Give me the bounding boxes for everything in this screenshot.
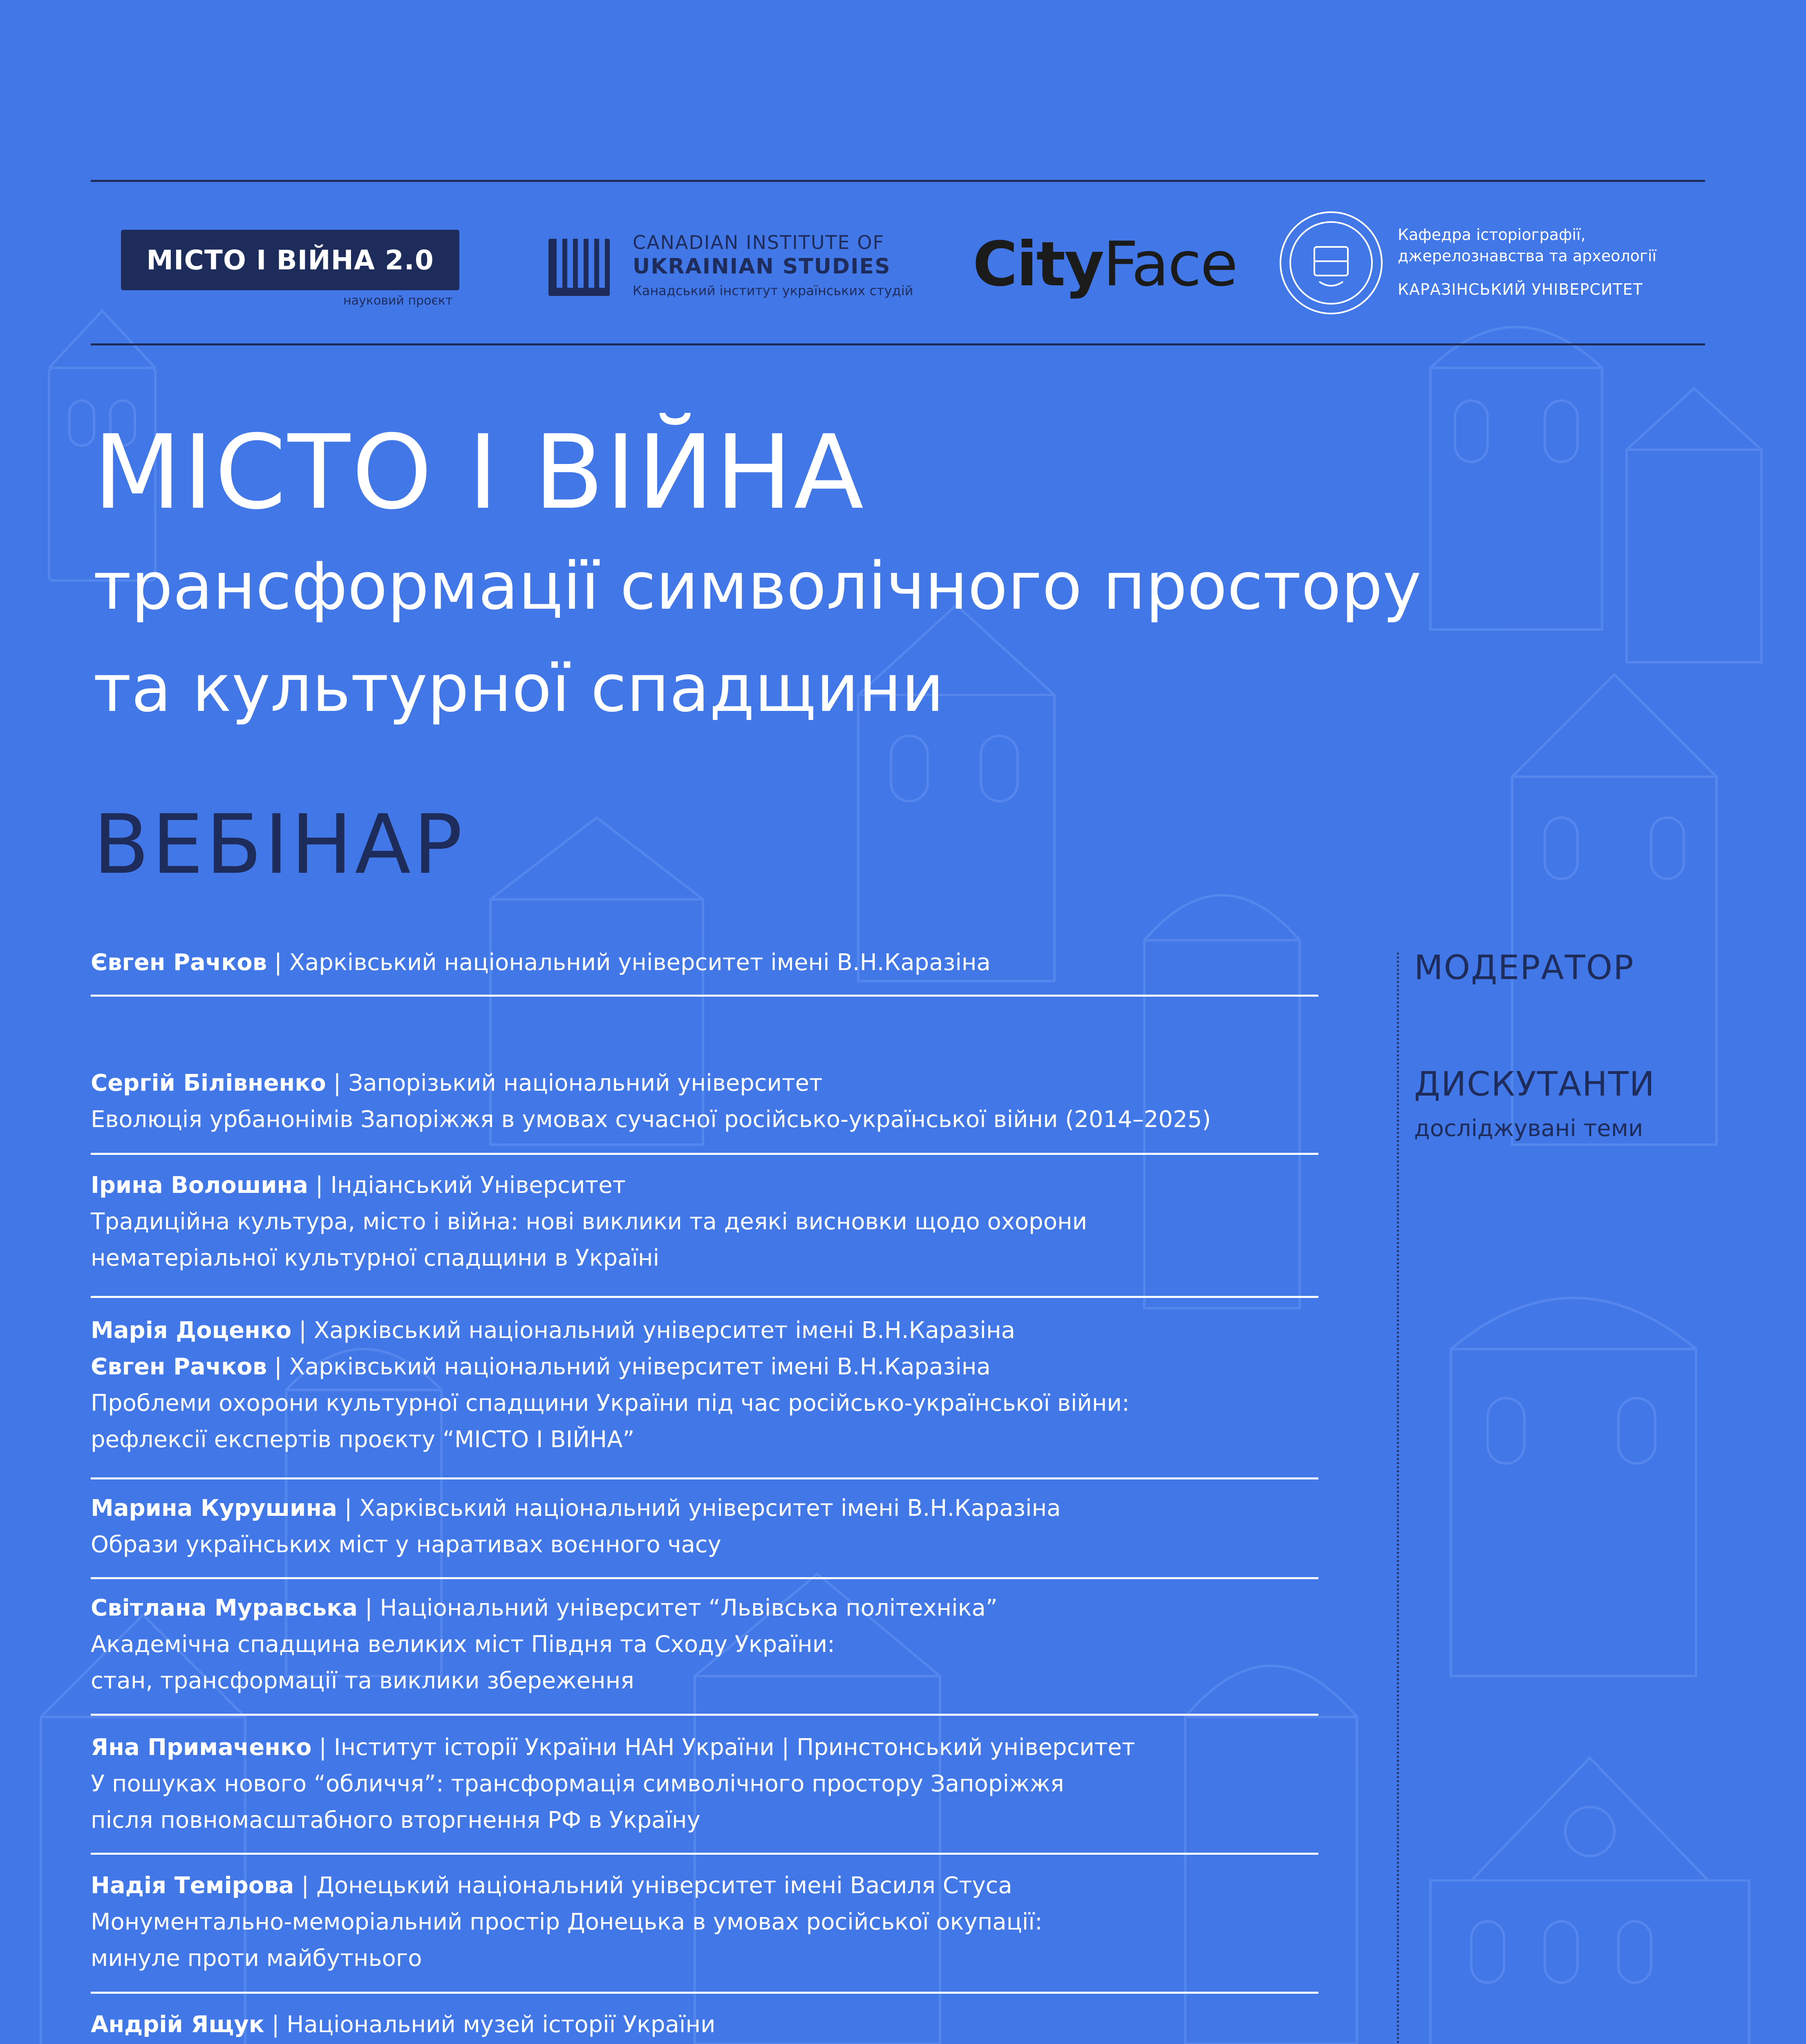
- kafedra-line2: джерелознавства та археології: [1398, 247, 1657, 265]
- discussant-name: Сергій Білівненко: [91, 1070, 326, 1096]
- cius-line3: Канадський інститут українських студій: [633, 283, 913, 298]
- discussant-topic: рефлексії експертів проєкту “МІСТО І ВІЙНА”: [91, 1426, 635, 1453]
- discussant-affiliation: | Харківський національний університет імені В.Н.Каразіна: [291, 1317, 1015, 1344]
- discussant-line: [91, 1867, 1043, 1904]
- discussant-topic: стан, трансформації та виклики збереження: [91, 1667, 634, 1694]
- discussant-name: Андрій Ящук: [91, 2011, 264, 2038]
- moderator-entry: [91, 944, 991, 981]
- discussant-affiliation: | Донецький національний університет імені Василя Стуса: [294, 1872, 1012, 1899]
- discussant-line: [91, 1312, 1130, 1349]
- entry-rule: [91, 1714, 1318, 1716]
- entry-rule: [91, 1853, 1318, 1855]
- discussant-line: [91, 1590, 998, 1626]
- discussant-line: [91, 1490, 1061, 1526]
- page-title: МІСТО І ВІЙНА: [93, 413, 866, 532]
- discussant-topic: після повномасштабного вторгнення РФ в Україну: [91, 1807, 700, 1833]
- discussant-affiliation: | Запорізький національний університет: [326, 1070, 823, 1096]
- discussant-topic: Монументально-меморіальний простір Донецька в умовах російської окупації:: [91, 1909, 1043, 1935]
- discussant-topic: нематеріальної культурної спадщини в Україні: [91, 1245, 660, 1271]
- discussant-affiliation: | Національний музей історії України: [264, 2011, 716, 2038]
- discussant-topic: минуле проти майбутнього: [91, 1945, 422, 1972]
- cityface-light: Face: [1103, 229, 1237, 300]
- discussants-label: ДИСКУТАНТИ: [1414, 1065, 1656, 1104]
- entry-rule: [91, 1477, 1318, 1479]
- discussant-entry: [91, 1590, 998, 1699]
- entry-rule: [91, 1153, 1318, 1155]
- cityface-bold: City: [973, 229, 1103, 300]
- kafedra-line3: КАРАЗІНСЬКИЙ УНІВЕРСИТЕТ: [1398, 280, 1643, 298]
- discussant-entry: [91, 1065, 1211, 1138]
- misto-logo-sub: науковий проєкт: [343, 294, 453, 308]
- discussant-entry: [91, 2006, 1040, 2044]
- top-rule: [91, 180, 1705, 182]
- discussant-entry: [91, 1729, 1135, 1838]
- moderator-affiliation: | Харківський національний університет імені В.Н.Каразіна: [267, 949, 991, 976]
- discussant-line: [91, 1349, 1130, 1385]
- discussant-topic: Образи українських міст у наративах воєнного часу: [91, 1531, 721, 1558]
- subtitle-line1: трансформації символічного простору: [93, 548, 1421, 624]
- side-dotted-line: [1397, 953, 1399, 2044]
- cius-line1: CANADIAN INSTITUTE OF: [633, 231, 885, 253]
- discussant-entry: [91, 1867, 1043, 1977]
- discussant-entry: [91, 1490, 1061, 1563]
- discussant-affiliation: | Інститут історії України НАН України | Принстонський університет: [311, 1734, 1135, 1761]
- discussant-line: [91, 1729, 1135, 1766]
- entry-rule: [91, 1577, 1318, 1579]
- moderator-label: МОДЕРАТОР: [1414, 948, 1634, 987]
- discussant-topic: Традиційна культура, місто і війна: нові виклики та деякі висновки щодо охорони: [91, 1208, 1087, 1235]
- discussant-name: Марія Доценко: [91, 1317, 292, 1344]
- entry-rule: [91, 1992, 1318, 1994]
- discussant-affiliation: | Національний університет “Львівська політехніка”: [357, 1595, 998, 1621]
- kafedra-line1: Кафедра історіографії,: [1398, 226, 1586, 244]
- discussants-sublabel: досліджувані теми: [1414, 1115, 1643, 1142]
- discussant-affiliation: | Індіанський Університет: [308, 1172, 626, 1199]
- discussant-name: Євген Рачков: [91, 1354, 267, 1380]
- moderator-name: Євген Рачков: [91, 949, 267, 976]
- discussant-line: [91, 2006, 1040, 2043]
- discussant-name: Ірина Волошина: [91, 1172, 308, 1199]
- cius-logo-icon: [544, 226, 614, 300]
- cityface-logo: [973, 229, 1237, 300]
- discussant-affiliation: | Харківський національний університет імені В.Н.Каразіна: [337, 1495, 1061, 1522]
- discussant-topic: Проблеми охорони культурної спадщини України під час російсько-української війни:: [91, 1390, 1130, 1416]
- discussant-topic: Академічна спадщина великих міст Півдня та Сходу України:: [91, 1631, 835, 1658]
- misto-logo-text: МІСТО І ВІЙНА 2.0: [146, 244, 434, 276]
- moderator-rule: [91, 995, 1318, 997]
- discussant-entry: [91, 1167, 1087, 1276]
- discussant-line: [91, 1167, 1087, 1204]
- discussant-name: Надія Темірова: [91, 1872, 294, 1899]
- discussant-name: Яна Примаченко: [91, 1734, 312, 1761]
- entry-rule: [91, 1296, 1318, 1298]
- event-type: ВЕБІНАР: [93, 797, 465, 892]
- subtitle-line2: та культурної спадщини: [93, 650, 944, 726]
- discussant-line: [91, 1065, 1211, 1101]
- misto-logo: [121, 230, 459, 290]
- cius-line2: UKRAINIAN STUDIES: [633, 254, 891, 279]
- university-seal-icon: [1278, 210, 1384, 316]
- discussant-entry: [91, 1312, 1130, 1458]
- discussant-name: Світлана Муравська: [91, 1595, 358, 1621]
- logo-bottom-rule: [91, 343, 1705, 345]
- discussant-affiliation: | Харківський національний університет імені В.Н.Каразіна: [267, 1354, 991, 1380]
- discussant-name: Марина Курушина: [91, 1495, 337, 1522]
- discussant-topic: У пошуках нового “обличчя”: трансформація символічного простору Запоріжжя: [91, 1771, 1064, 1797]
- discussant-topic: Еволюція урбанонімів Запоріжжя в умовах сучасної російсько-української війни (2014–2025): [91, 1106, 1211, 1133]
